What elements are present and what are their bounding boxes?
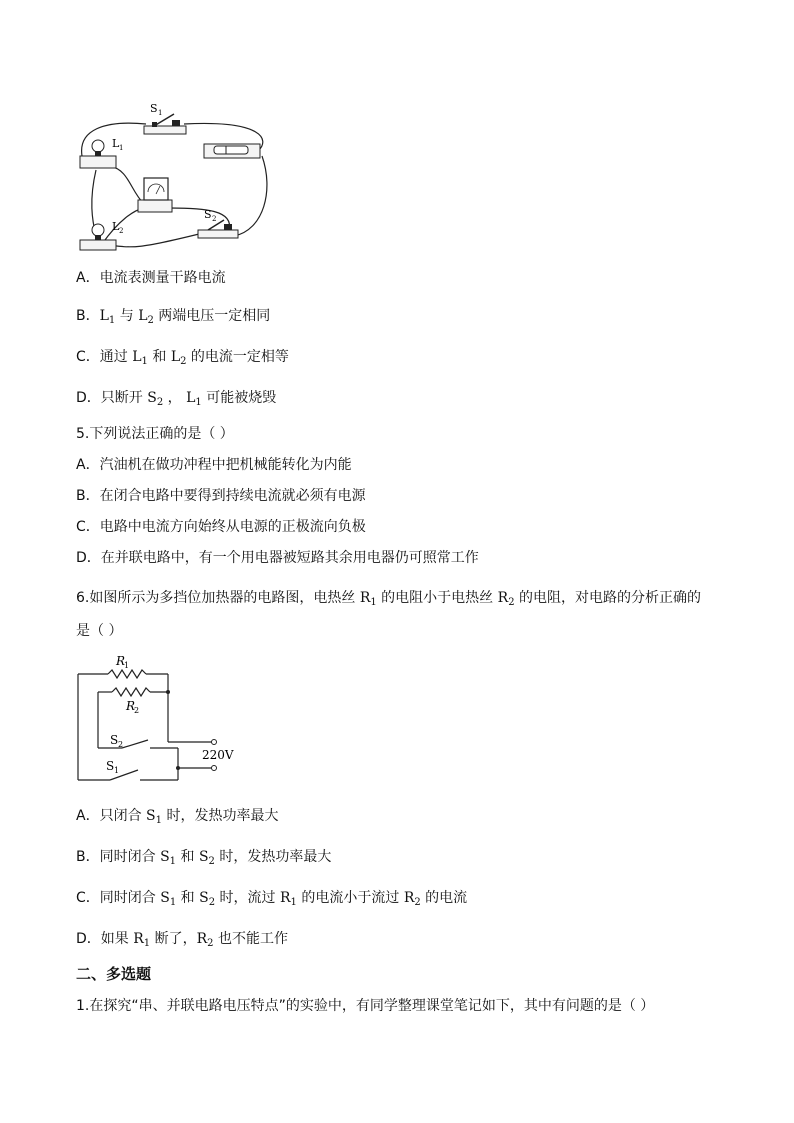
q6-option-b-s2-sub: 2 bbox=[208, 856, 215, 867]
section-heading: 二、多选题 bbox=[76, 965, 152, 983]
section2-q1-stem: 1.在探究“串、并联电路电压特点”的实验中，有同学整理课堂笔记如下，其中有问题的是（ ） bbox=[76, 998, 655, 1014]
q4-circuit-figure bbox=[74, 100, 274, 252]
q6-option-c-r2: R bbox=[403, 890, 415, 906]
q6-option-c-r2-sub: 2 bbox=[414, 897, 421, 908]
q6-option-d-suffix: 也不能工作 bbox=[213, 931, 288, 947]
q6-option-c-prefix: C．同时闭合 bbox=[76, 890, 161, 906]
q6-option-c-s1: S bbox=[160, 890, 170, 906]
q4-label-s2: S bbox=[204, 208, 212, 221]
q4-label-s2-sub: 2 bbox=[212, 215, 217, 223]
q6-option-d-mid: 断了， bbox=[150, 931, 197, 947]
q4-option-c-suffix: 的电流一定相等 bbox=[186, 349, 289, 365]
q5-stem: 5.下列说法正确的是（ ） bbox=[76, 426, 234, 442]
q6-option-c-s2-sub: 2 bbox=[208, 897, 216, 908]
q6-circuit-diagram bbox=[70, 650, 260, 790]
q6-label-r2-sub: 2 bbox=[134, 706, 140, 715]
q4-option-d-l1-sub: 1 bbox=[195, 397, 202, 408]
q6-stem-r2: R bbox=[497, 590, 509, 606]
q6-option-a bbox=[76, 806, 278, 831]
q6-option-b-mid: 和 bbox=[176, 849, 199, 865]
q6-option-c-mid3: 的电流小于流过 bbox=[296, 890, 404, 906]
q6-label-s1: S bbox=[106, 759, 115, 773]
q6-option-b bbox=[76, 847, 331, 872]
q6-option-a-s1-sub: 1 bbox=[155, 815, 162, 826]
q6-label-voltage: 220V bbox=[202, 748, 234, 762]
q4-option-d-mid: ， bbox=[163, 390, 187, 406]
q6-stem-r1: R bbox=[359, 590, 371, 606]
q4-option-a: A．电流表测量干路电流 bbox=[76, 270, 226, 286]
q6-stem-suffix: 的电阻，对电路的分析正确的 bbox=[514, 590, 702, 606]
q6-option-a-suffix: 时，发热功率最大 bbox=[162, 808, 279, 824]
q6-stem-r1-sub: 1 bbox=[370, 597, 377, 608]
q6-option-b-prefix: B．同时闭合 bbox=[76, 849, 161, 865]
q6-stem-prefix: 6.如图所示为多挡位加热器的电路图，电热丝 bbox=[76, 590, 360, 606]
q4-label-l1-sub: 1 bbox=[119, 144, 124, 152]
q4-label-l1: L bbox=[112, 137, 120, 150]
q4-option-c-mid: 和 bbox=[147, 349, 171, 365]
q6-label-s2: S bbox=[110, 733, 119, 747]
q4-option-d bbox=[76, 388, 276, 413]
q6-option-b-s1-sub: 1 bbox=[169, 856, 177, 867]
q6-option-d-r2: R bbox=[196, 931, 208, 947]
q4-option-b-l1: L bbox=[99, 308, 109, 324]
q5-option-a: A．汽油机在做功冲程中把机械能转化为内能 bbox=[76, 457, 352, 473]
q4-option-b-suffix: 两端电压一定相同 bbox=[153, 308, 271, 324]
q6-option-c-r1: R bbox=[279, 890, 291, 906]
q4-option-b-prefix: B． bbox=[76, 308, 100, 324]
q4-option-d-suffix: 可能被烧毁 bbox=[201, 390, 277, 406]
q6-option-d-r1-sub: 1 bbox=[143, 938, 151, 949]
q6-label-r1: R bbox=[116, 654, 126, 668]
q4-option-b-mid: 与 bbox=[115, 308, 139, 324]
q6-stem-mid: 的电阻小于电热丝 bbox=[376, 590, 498, 606]
q6-option-d-r1: R bbox=[133, 931, 144, 947]
q6-label-r1-sub: 1 bbox=[124, 661, 130, 670]
q4-option-b-l2-sub: 2 bbox=[147, 315, 154, 326]
q6-option-c-suffix: 的电流 bbox=[420, 890, 468, 906]
q5-option-c: C．电路中电流方向始终从电源的正极流向负极 bbox=[76, 519, 366, 535]
q6-option-c-mid2: 时，流过 bbox=[215, 890, 280, 906]
q6-stem-line2: 是（ ） bbox=[76, 623, 123, 639]
q4-option-c-l1: L bbox=[132, 349, 142, 365]
q4-label-l2-sub: 2 bbox=[119, 227, 124, 235]
q6-option-c-s1-sub: 1 bbox=[169, 897, 177, 908]
q6-option-b-s1: S bbox=[160, 849, 170, 865]
q4-option-c bbox=[76, 347, 289, 372]
q4-option-c-l1-sub: 1 bbox=[141, 356, 148, 367]
q6-option-d bbox=[76, 929, 288, 954]
q5-option-d: D．在并联电路中，有一个用电器被短路其余用电器仍可照常工作 bbox=[76, 550, 479, 566]
q6-stem-line1 bbox=[76, 588, 701, 613]
q6-label-s1-sub: 1 bbox=[114, 766, 120, 775]
q4-label-s1: S bbox=[150, 102, 158, 115]
q6-option-d-prefix: D．如果 bbox=[76, 931, 134, 947]
q4-option-b bbox=[76, 306, 270, 331]
q4-option-d-s2-sub: 2 bbox=[156, 397, 164, 408]
q6-option-b-suffix: 时，发热功率最大 bbox=[214, 849, 332, 865]
q6-option-c bbox=[76, 888, 467, 913]
q6-option-a-s1: S bbox=[146, 808, 156, 824]
q4-option-b-l1-sub: 1 bbox=[108, 315, 116, 326]
q4-option-c-prefix: C．通过 bbox=[76, 349, 133, 365]
q4-label-l2: L bbox=[112, 220, 120, 233]
q6-option-c-s2: S bbox=[199, 890, 209, 906]
q5-option-b: B．在闭合电路中要得到持续电流就必须有电源 bbox=[76, 488, 366, 504]
q4-option-b-l2: L bbox=[138, 308, 148, 324]
q6-option-c-r1-sub: 1 bbox=[290, 897, 297, 908]
q4-option-c-l2: L bbox=[170, 349, 181, 365]
q6-label-s2-sub: 2 bbox=[118, 740, 124, 749]
q4-label-s1-sub: 1 bbox=[158, 109, 163, 117]
q6-option-c-mid: 和 bbox=[176, 890, 200, 906]
q6-option-b-s2: S bbox=[198, 849, 209, 865]
q4-option-d-l1: L bbox=[186, 390, 196, 406]
q4-option-c-l2-sub: 2 bbox=[180, 356, 187, 367]
q4-option-d-s2: S bbox=[147, 390, 157, 406]
q6-option-a-prefix: A．只闭合 bbox=[76, 808, 147, 824]
q6-option-d-r2-sub: 2 bbox=[207, 938, 214, 949]
q6-label-r2: R bbox=[126, 699, 136, 713]
q4-option-d-prefix: D．只断开 bbox=[76, 390, 148, 406]
q6-stem-r2-sub: 2 bbox=[508, 597, 515, 608]
